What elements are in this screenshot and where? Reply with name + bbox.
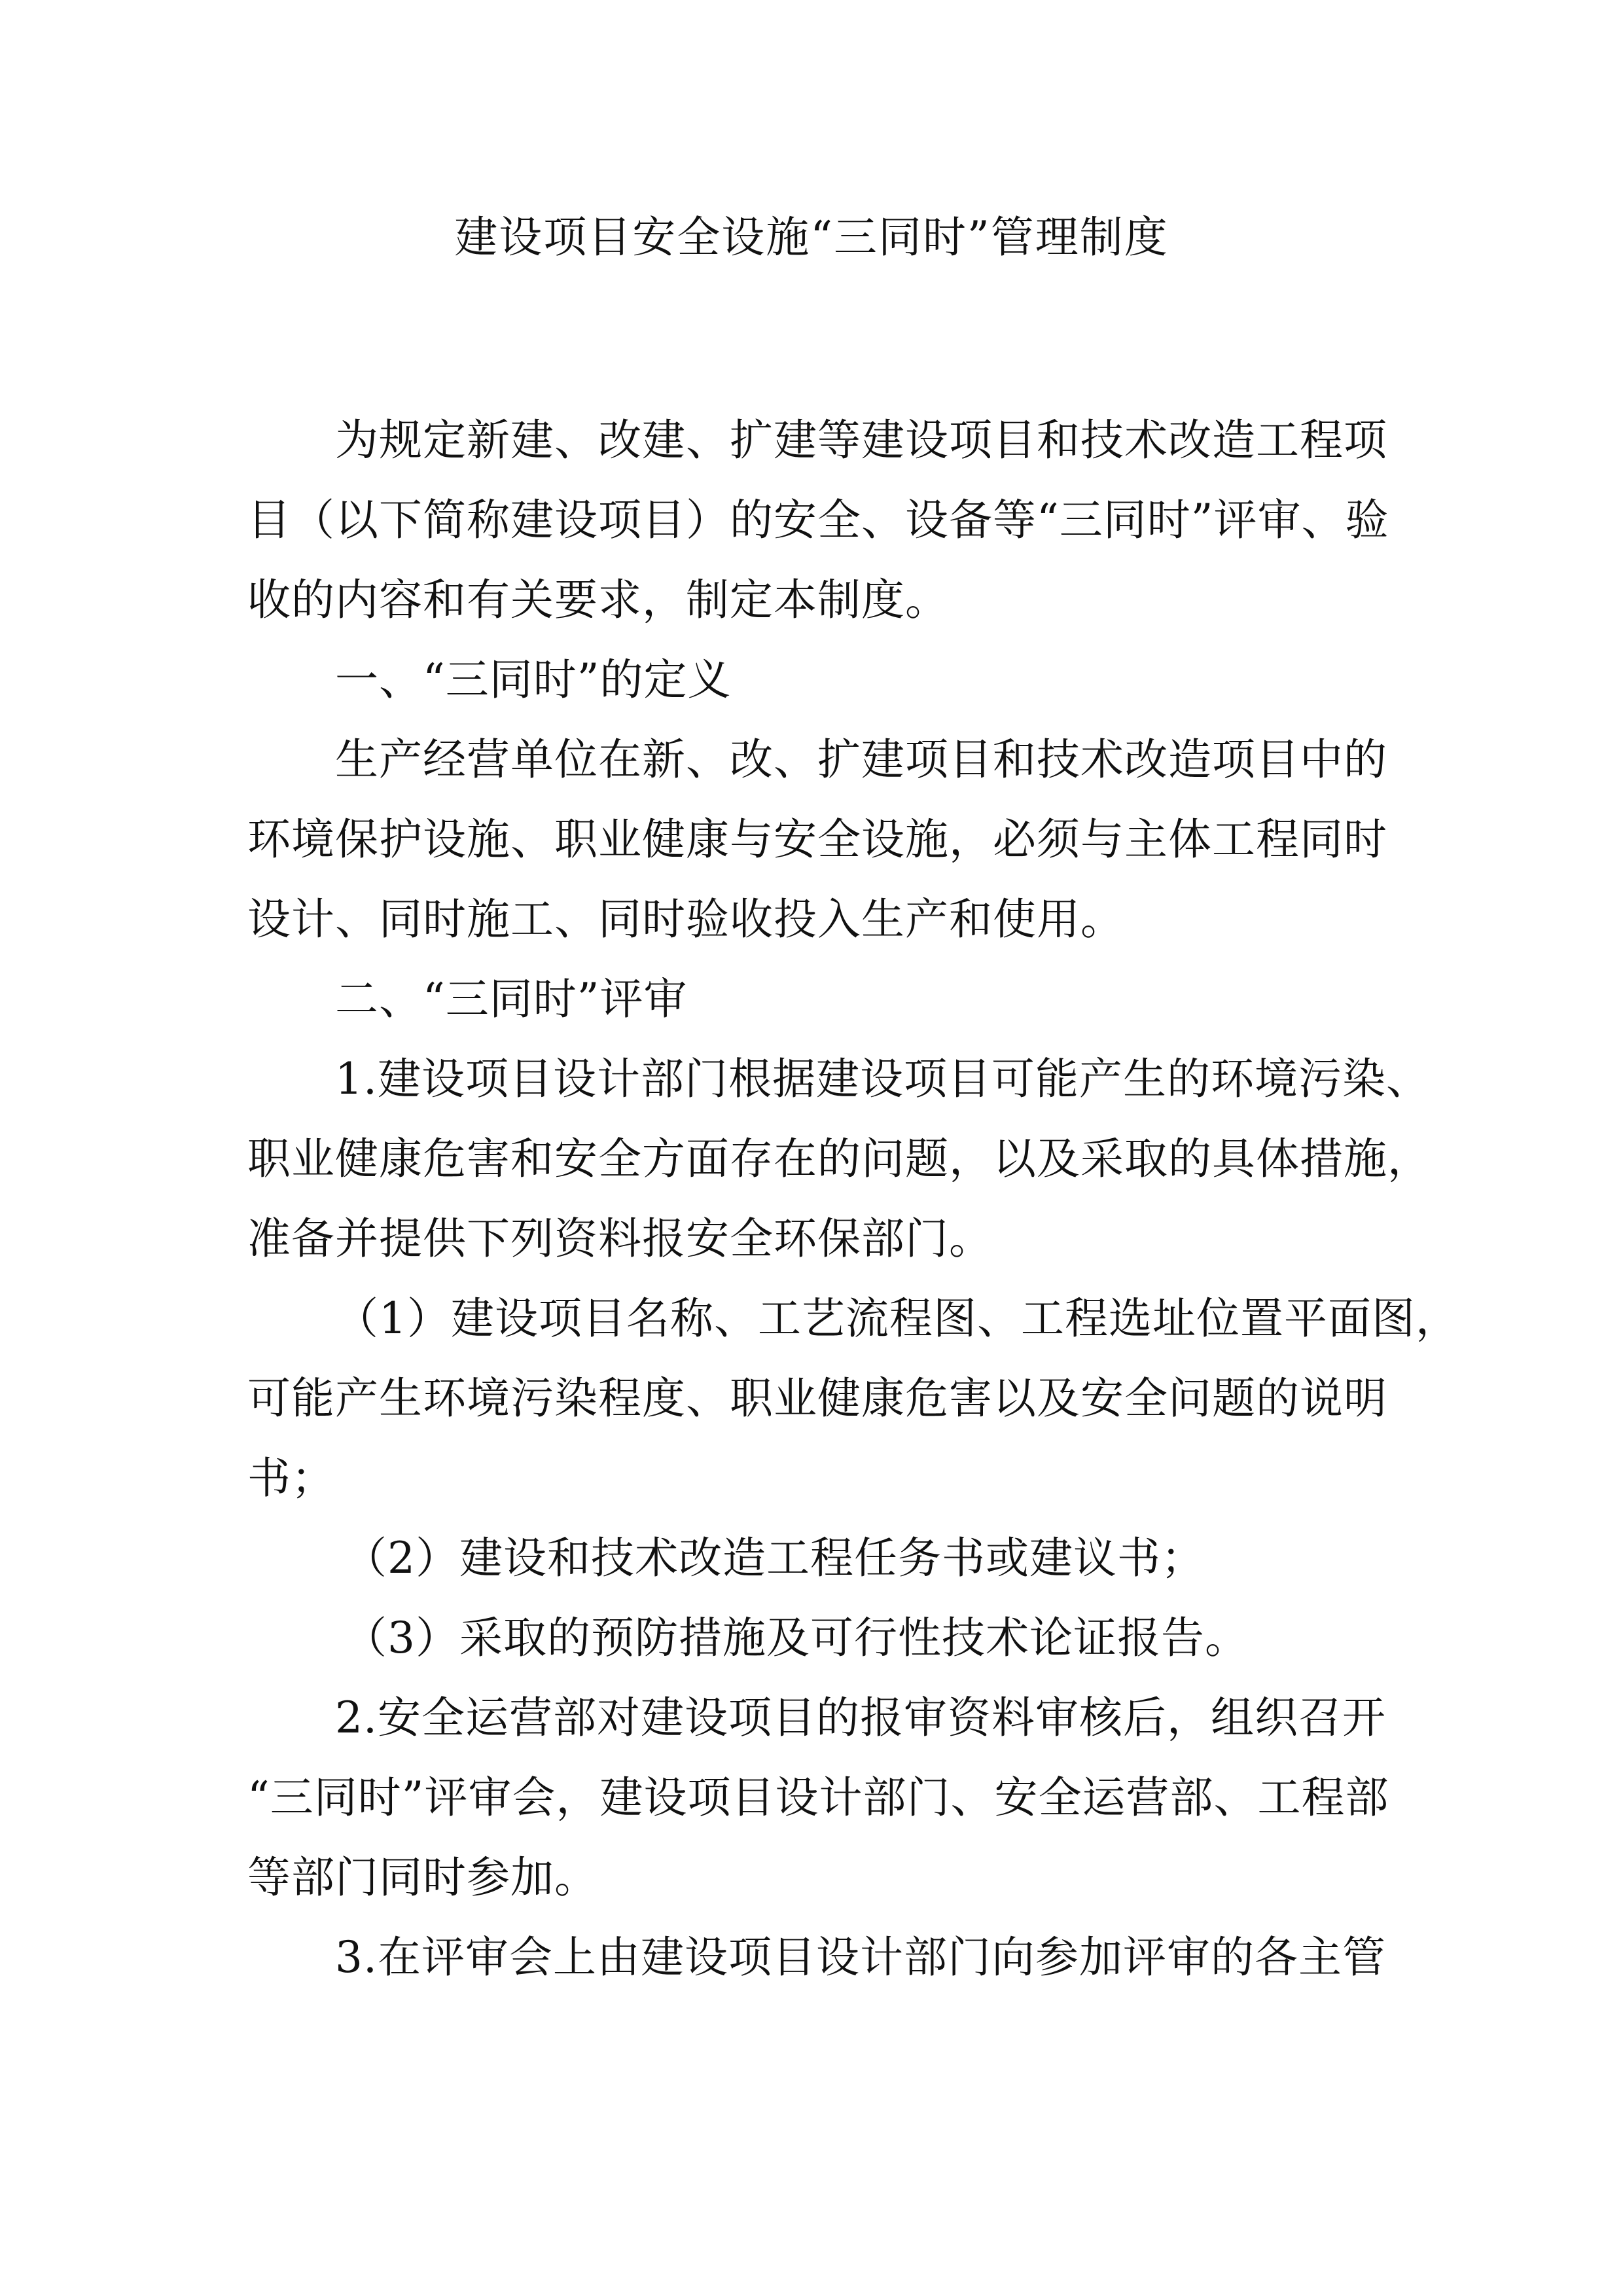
list-item-line: 书； [247,1453,335,1503]
list-item-line: （2）建设和技术改造工程任务书或建议书； [344,1533,1205,1583]
paragraph-line: 2.安全运营部对建设项目的报审资料审核后，组织召开 [335,1693,1386,1743]
paragraph-line: “三同时”评审会，建设项目设计部门、安全运营部、工程部 [247,1772,1389,1823]
list-item-line: （3）采取的预防措施及可行性技术论证报告。 [344,1613,1249,1663]
paragraph-line: 环境保护设施、职业健康与安全设施，必须与主体工程同时 [247,814,1387,865]
paragraph-line: 生产经营单位在新、改、扩建项目和技术改造项目中的 [335,734,1387,785]
paragraph-line: 收的内容和有关要求，制定本制度。 [247,575,949,625]
section-heading: 二、“三同时”评审 [335,974,688,1024]
paragraph-line: 3.在评审会上由建设项目设计部门向参加评审的各主管 [335,1932,1386,1982]
paragraph-line: 准备并提供下列资料报安全环保部门。 [247,1213,993,1264]
paragraph-line: 等部门同时参加。 [247,1852,598,1903]
list-item-line: （1）建设项目名称、工艺流程图、工程选址位置平面图， [335,1293,1459,1344]
list-item-line: 可能产生环境污染程度、职业健康危害以及安全问题的说明 [247,1373,1387,1424]
paragraph-line: 目（以下简称建设项目）的安全、设备等“三同时”评审、验 [247,495,1389,545]
section-heading: 一、“三同时”的定义 [335,655,732,705]
paragraph-line: 职业健康危害和安全方面存在的问题，以及采取的具体措施， [247,1134,1431,1184]
paragraph-line: 1.建设项目设计部门根据建设项目可能产生的环境污染、 [335,1054,1430,1104]
paragraph-line: 为规定新建、改建、扩建等建设项目和技术改造工程项 [335,415,1387,465]
paragraph-line: 设计、同时施工、同时验收投入生产和使用。 [247,894,1124,944]
document-title: 建设项目安全设施“三同时”管理制度 [454,212,1169,262]
